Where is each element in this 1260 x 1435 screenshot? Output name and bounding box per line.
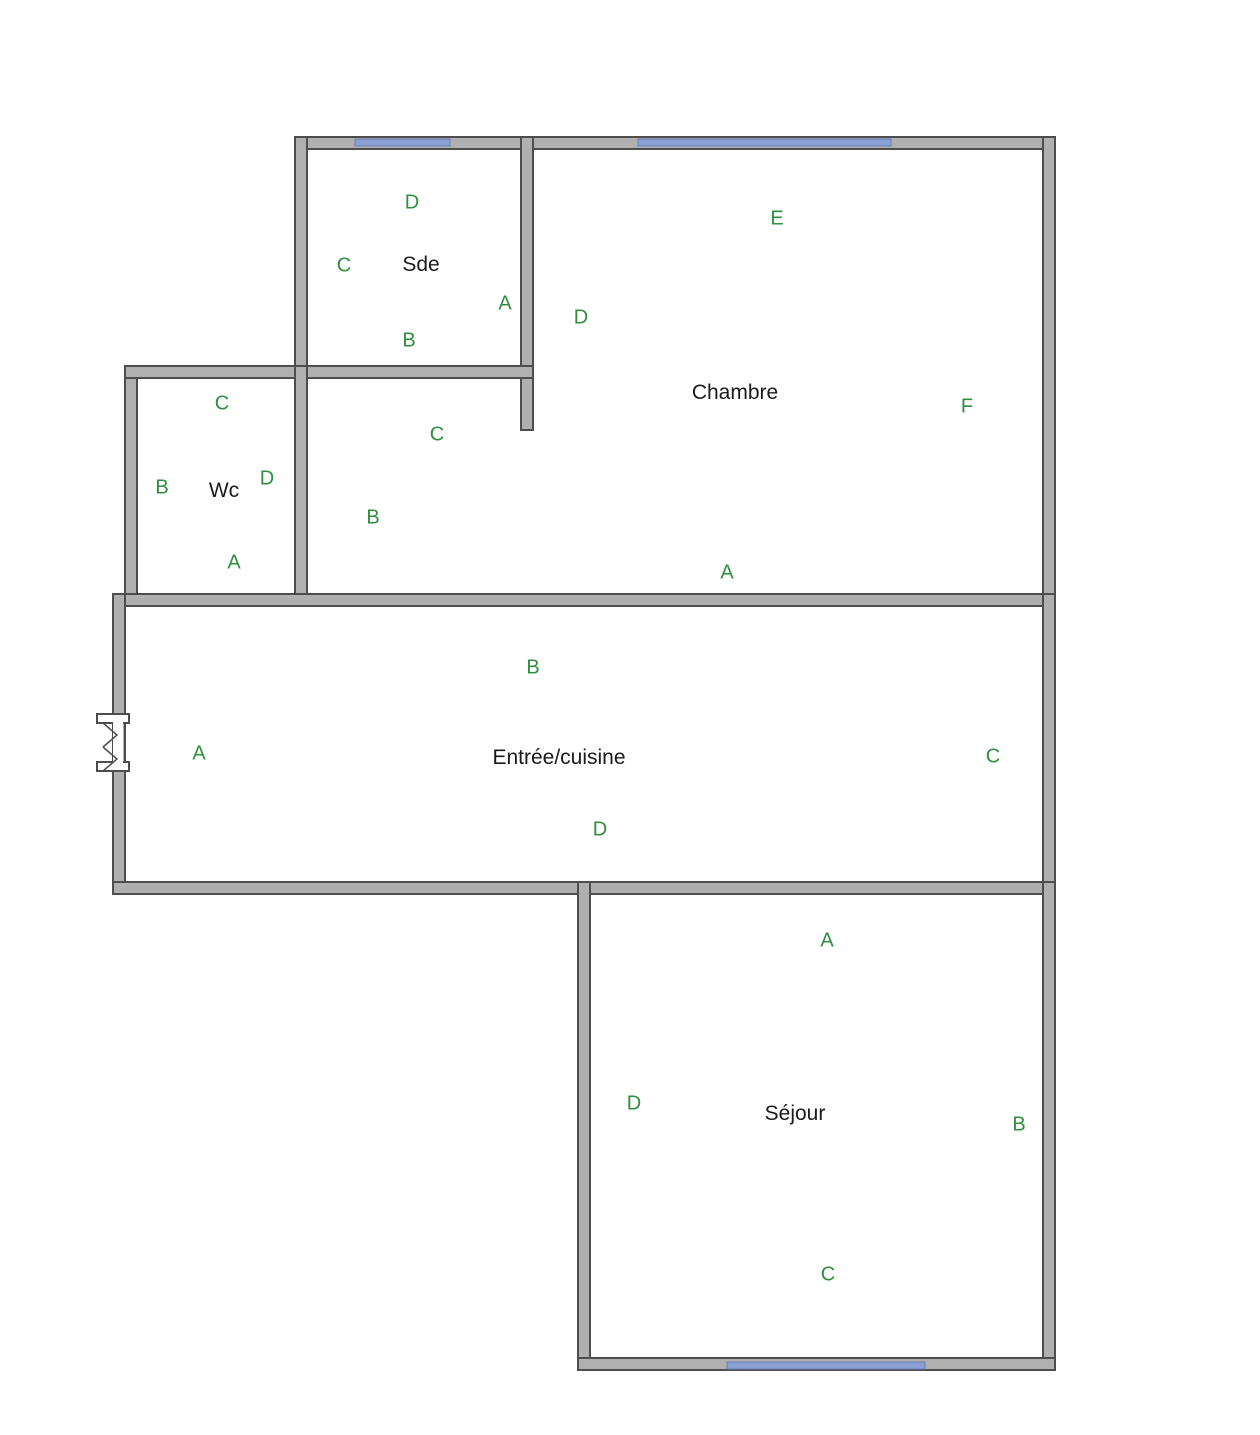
room-label: Entrée/cuisine (492, 746, 626, 769)
wall-wc-top (125, 366, 307, 378)
wall-sejour-top (578, 882, 1055, 894)
wall-tag-label: A (192, 742, 206, 765)
wall-tag-label: C (214, 392, 230, 415)
room-label: Chambre (691, 381, 779, 404)
wall-tag-label: D (259, 467, 275, 490)
wall-cuisine-bottom-left (113, 882, 590, 894)
wall-sde-left (295, 137, 307, 372)
wall-group (113, 137, 1055, 1370)
wall-tag-label: B (1012, 1113, 1026, 1136)
wall-tag-label: B (366, 506, 380, 529)
window-group (355, 139, 925, 1369)
wall-tag-label: A (820, 929, 834, 952)
wall-tag-label: D (592, 818, 608, 841)
wall-tag-label: A (720, 561, 734, 584)
wall-sde-right (521, 137, 533, 430)
wall-tag-label: C (429, 423, 445, 446)
wall-right-cuisine (1043, 594, 1055, 894)
window-chambre (638, 139, 891, 146)
wall-tag-label: E (770, 207, 784, 230)
room-label: Wc (208, 479, 240, 502)
wall-tag-label: C (820, 1263, 836, 1286)
wall-tag-label: D (626, 1092, 642, 1115)
wall-tag-label: C (336, 254, 352, 277)
wall-wc-right (295, 366, 307, 606)
wall-tag-label: B (155, 476, 169, 499)
wall-tag-label: F (960, 395, 974, 418)
wall-sejour-left (578, 882, 590, 1370)
wall-tag-label: A (498, 292, 512, 315)
wall-mid-horizontal (125, 594, 1055, 606)
wall-sde-bottom (295, 366, 533, 378)
wall-tag-label: B (526, 656, 540, 679)
wall-sejour-right (1043, 882, 1055, 1370)
door-opening (113, 719, 123, 767)
wall-tag-label: D (404, 191, 420, 214)
wall-left-upper (125, 366, 137, 606)
room-label: Sde (402, 253, 440, 276)
window-sde (355, 139, 450, 146)
wall-tag-label: D (573, 306, 589, 329)
room-label: Séjour (764, 1102, 826, 1125)
wall-tag-label: B (402, 329, 416, 352)
window-sejour (727, 1362, 925, 1369)
wall-right-upper (1043, 137, 1055, 600)
wall-tag-label: C (985, 745, 1001, 768)
wall-tag-label: A (227, 551, 241, 574)
